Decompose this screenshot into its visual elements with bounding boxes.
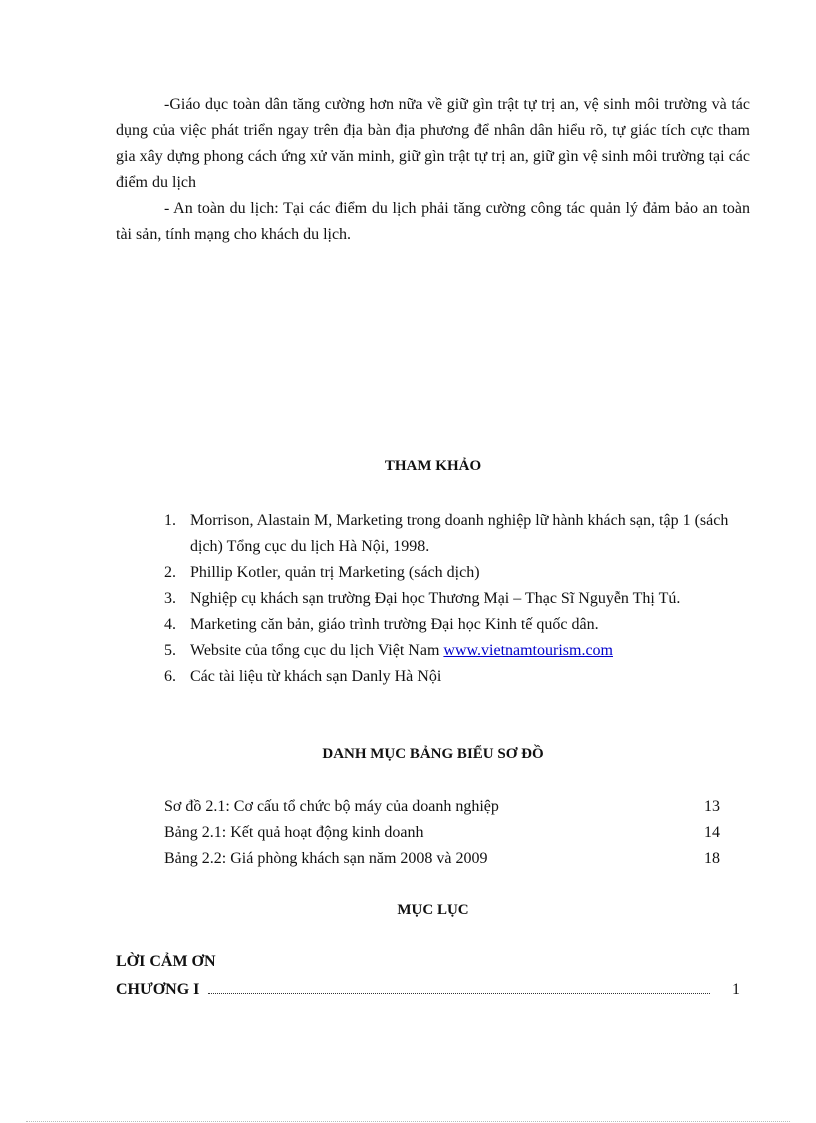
body-paragraph-1-text: -Giáo dục toàn dân tăng cường hơn nữa về giữ gìn trật tự trị an, vệ sinh môi trường và tác dụng của việc phát triển ngay trên địa bàn địa phương để nhân dân hiểu rõ, tự giác tích cực tham gia xây dựng phong cách ứng xử văn minh, giữ gìn trật tự trị an, giữ gìn vệ sinh môi trường tại các điểm du lịch (116, 96, 750, 191)
figure-row: Bảng 2.2: Giá phòng khách sạn năm 2008 và 2009 18 (164, 850, 720, 867)
figures-title: DANH MỤC BẢNG BIỂU SƠ ĐỒ (322, 746, 544, 762)
toc-leader-dots (208, 993, 710, 994)
body-paragraph-2 (116, 196, 750, 248)
toc-title: MỤC LỤC (397, 902, 469, 918)
references-title: THAM KHẢO (384, 458, 482, 474)
references-list (164, 508, 754, 690)
reference-item: 1. Morrison, Alastain M, Marketing trong doanh nghiệp lữ hành khách sạn, tập 1 (sách dịch) Tổng cục du lịch Hà Nội, 1998. (164, 512, 729, 555)
reference-item: 4. Marketing căn bản, giáo trình trường Đại học Kinh tế quốc dân. (164, 616, 599, 633)
body-paragraph-2-text: - An toàn du lịch: Tại các điểm du lịch phải tăng cường công tác quản lý đảm bảo an toàn tài sản, tính mạng cho khách du lịch. (116, 200, 750, 243)
figure-row: Sơ đồ 2.1: Cơ cấu tổ chức bộ máy của doanh nghiệp 13 (164, 798, 720, 815)
page-bottom-border (26, 1121, 790, 1122)
reference-item: 3. Nghiệp cụ khách sạn trường Đại học Thương Mại – Thạc Sĩ Nguyễn Thị Tú. (164, 590, 681, 607)
vietnamtourism-link[interactable]: www.vietnamtourism.com (443, 642, 613, 659)
body-paragraph-1 (116, 92, 750, 196)
toc-entry-chuong-1[interactable]: CHƯƠNG I 1 (116, 978, 740, 1002)
toc-entry-loi-cam-on[interactable]: LỜI CẢM ƠN (116, 953, 216, 970)
reference-item: 2. Phillip Kotler, quản trị Marketing (sách dịch) (164, 564, 480, 581)
reference-item: 5. Website của tổng cục du lịch Việt Nam www.vietnamtourism.com (164, 642, 613, 659)
reference-item: 6. Các tài liệu từ khách sạn Danly Hà Nội (164, 668, 442, 685)
figure-row: Bảng 2.1: Kết quả hoạt động kinh doanh 14 (164, 824, 720, 841)
